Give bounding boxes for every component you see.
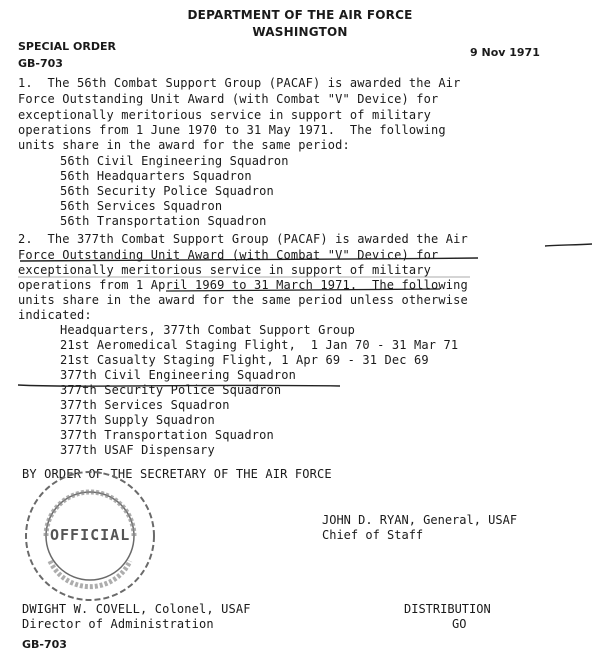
para2-unit: 377th Transportation Squadron	[60, 428, 274, 442]
location-heading: WASHINGTON	[252, 25, 348, 39]
para1-line: units share in the award for the same period:	[18, 138, 350, 152]
para1-unit: 56th Services Squadron	[60, 199, 223, 213]
order-date: 9 Nov 1971	[470, 46, 540, 59]
official-title: Director of Administration	[22, 617, 214, 631]
distribution-label: DISTRIBUTION	[404, 602, 491, 616]
para2-unit: 377th Supply Squadron	[60, 413, 215, 427]
distribution-value: GO	[452, 617, 467, 631]
para1-unit: 56th Transportation Squadron	[60, 214, 267, 228]
department-heading: DEPARTMENT OF THE AIR FORCE	[187, 8, 413, 22]
para2-unit: 377th Security Police Squadron	[60, 383, 282, 397]
para1-line: 1. The 56th Combat Support Group (PACAF) is awarded the Air	[18, 76, 461, 90]
official-seal-stamp	[20, 466, 160, 606]
para2-line: indicated:	[18, 308, 92, 322]
para1-unit: 56th Civil Engineering Squadron	[60, 154, 289, 168]
para2-unit: 21st Casualty Staging Flight, 1 Apr 69 - 31 Dec 69	[60, 353, 429, 367]
para2-unit: 377th Civil Engineering Squadron	[60, 368, 296, 382]
para1-unit: 56th Headquarters Squadron	[60, 169, 252, 183]
para2-line: operations from 1 April 1969 to 31 March 1971. The following	[18, 278, 468, 292]
by-order-line: BY ORDER OF THE SECRETARY OF THE AIR FORCE	[22, 467, 332, 481]
para2-line: exceptionally meritorious service in support of military	[18, 263, 431, 277]
seal-label: OFFICIAL	[50, 526, 131, 544]
para1-line: operations from 1 June 1970 to 31 May 1971. The following	[18, 123, 446, 137]
signer-name: JOHN D. RYAN, General, USAF	[322, 513, 518, 527]
footer-order-number: GB-703	[22, 638, 67, 651]
special-order-title: SPECIAL ORDER	[18, 40, 116, 53]
para1-line: Force Outstanding Unit Award (with Combat "V" Device) for	[18, 92, 439, 106]
order-number: GB-703	[18, 57, 63, 70]
para2-line: Force Outstanding Unit Award (with Combat "V" Device) for	[18, 248, 439, 262]
para2-unit: 377th USAF Dispensary	[60, 443, 215, 457]
para2-unit: 377th Services Squadron	[60, 398, 230, 412]
para1-unit: 56th Security Police Squadron	[60, 184, 274, 198]
para2-line: units share in the award for the same period unless otherwise	[18, 293, 468, 307]
para1-line: exceptionally meritorious service in support of military	[18, 108, 431, 122]
para2-unit: 21st Aeromedical Staging Flight, 1 Jan 70 - 31 Mar 71	[60, 338, 459, 352]
official-name: DWIGHT W. COVELL, Colonel, USAF	[22, 602, 251, 616]
signer-title: Chief of Staff	[322, 528, 424, 542]
para2-unit: Headquarters, 377th Combat Support Group	[60, 323, 355, 337]
para2-line: 2. The 377th Combat Support Group (PACAF) is awarded the Air	[18, 232, 468, 246]
